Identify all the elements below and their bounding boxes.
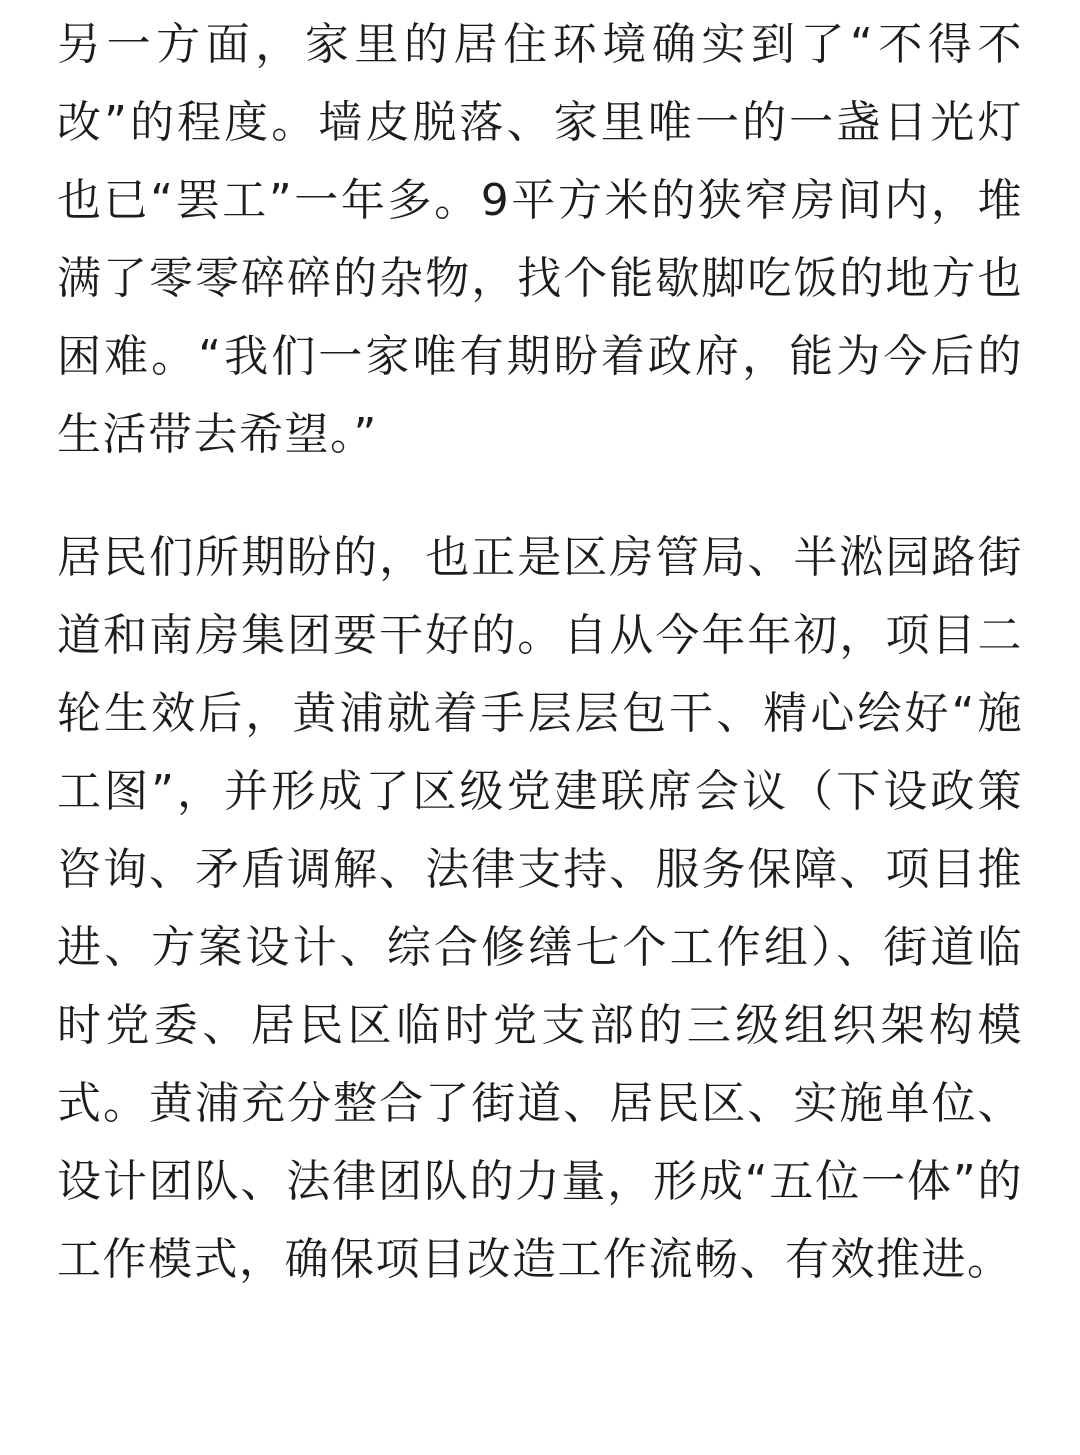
paragraph-living-conditions: 另一方面，家里的居住环境确实到了“不得不改”的程度。墙皮脱落、家里唯一的一盏日光灯也已“罢工”一年多。9平方米的狭窄房间内，堆满了零零碎碎的杂物，找个能歇脚吃饭的地方也困难。“我们一家唯有期盼着政府，能为今后的生活带去希望。” [57,19,1023,460]
paragraph-project-organization: 居民们所期盼的，也正是区房管局、半淞园路街道和南房集团要干好的。自从今年年初，项目二轮生效后，黄浦就着手层层包干、精心绘好“施工图”，并形成了区级党建联席会议（下设政策咨询、矛盾调解、法律支持、服务保障、项目推进、方案设计、综合修缮七个工作组）、街道临时党委、居民区临时党支部的三级组织架构模式。黄浦充分整合了街道、居民区、实施单位、设计团队、法律团队的力量，形成“五位一体”的工作模式，确保项目改造工作流畅、有效推进。 [57,532,1023,1285]
article-body [57,6,1023,1299]
